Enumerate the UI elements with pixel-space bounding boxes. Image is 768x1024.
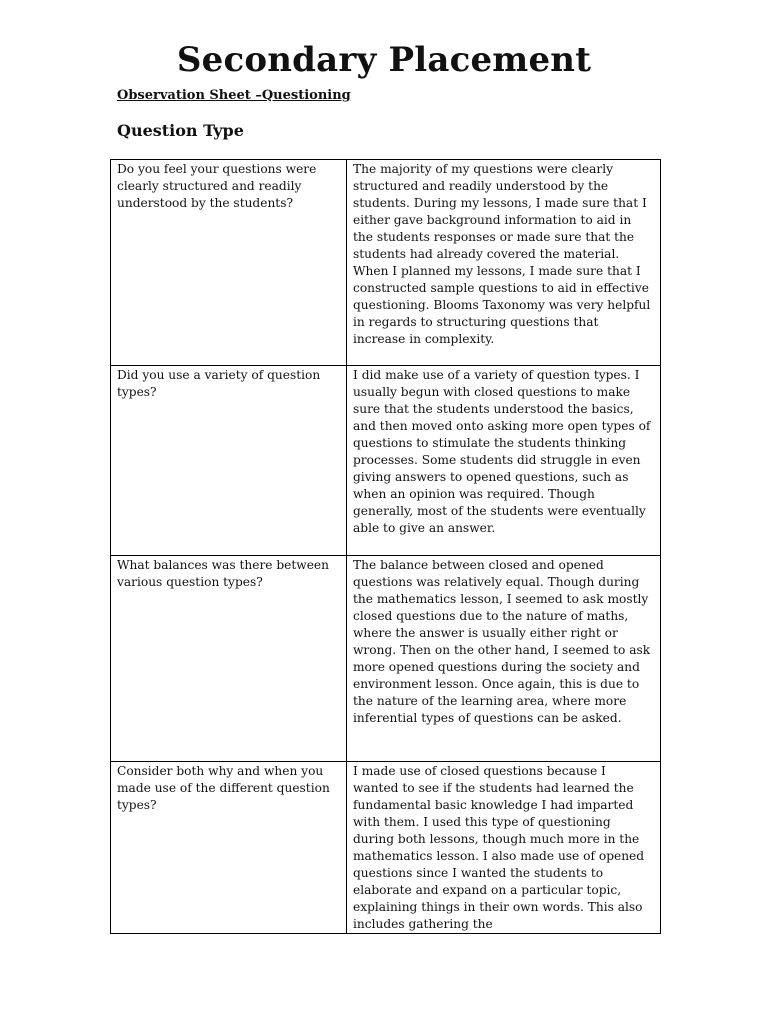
- question-cell: Did you use a variety of question types?: [111, 366, 347, 556]
- section-heading: Question Type: [117, 121, 244, 140]
- page-title: Secondary Placement: [176, 40, 592, 80]
- question-cell: What balances was there between various question types?: [111, 556, 347, 762]
- answer-cell: The balance between closed and opened questions was relatively equal. Though during the mathematics lesson, I seemed to ask mostly closed questions due to the nature of maths, where the answer is usually either right or wrong. Then on the other hand, I seemed to ask more opened questions during the society and environment lesson. Once again, this is due to the nature of the learning area, where more inferential types of questions can be asked.: [347, 556, 661, 762]
- observation-table: [110, 159, 661, 934]
- answer-cell: The majority of my questions were clearly structured and readily understood by the students. During my lessons, I made sure that I either gave background information to aid in the students responses or made sure that the students had already covered the material. When I planned my lessons, I made sure that I constructed sample questions to aid in effective questioning. Blooms Taxonomy was very helpful in regards to structuring questions that increase in complexity.: [347, 160, 661, 366]
- question-cell: Consider both why and when you made use of the different question types?: [111, 762, 347, 934]
- table-row: [111, 160, 661, 366]
- answer-cell: I did make use of a variety of question types. I usually begun with closed questions to make sure that the students understood the basics, and then moved onto asking more open types of questions to stimulate the students thinking processes. Some students did struggle in even giving answers to opened questions, such as when an opinion was required. Though generally, most of the students were eventually able to give an answer.: [347, 366, 661, 556]
- sheet-subtitle: Observation Sheet –Questioning: [117, 88, 351, 103]
- table-row: [111, 366, 661, 556]
- table-row: [111, 762, 661, 934]
- table-row: [111, 556, 661, 762]
- question-cell: Do you feel your questions were clearly structured and readily understood by the students?: [111, 160, 347, 366]
- answer-cell: I made use of closed questions because I wanted to see if the students had learned the fundamental basic knowledge I had imparted with them. I used this type of questioning during both lessons, though much more in the mathematics lesson. I also made use of opened questions since I wanted the students to elaborate and expand on a particular topic, explaining things in their own words. This also includes gathering the: [347, 762, 661, 934]
